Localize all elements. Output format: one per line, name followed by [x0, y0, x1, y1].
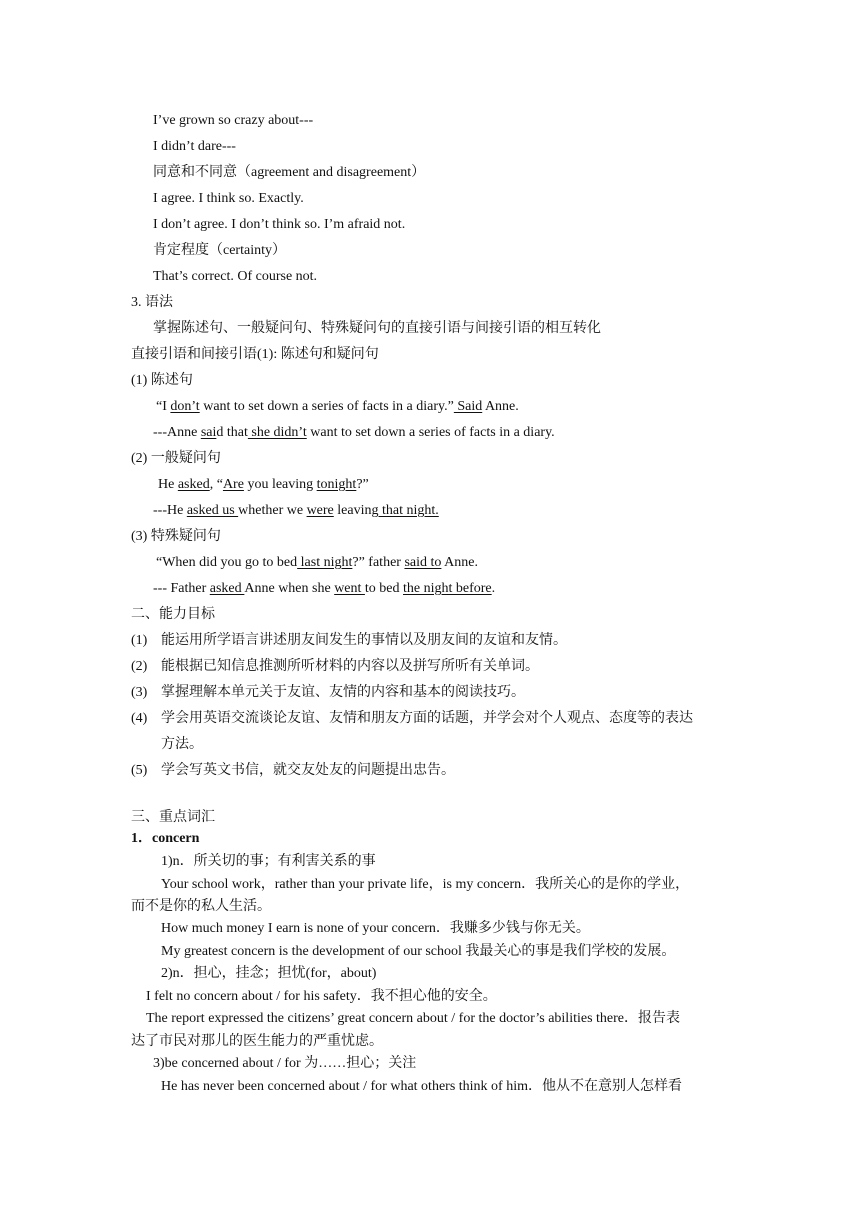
list-item: (2) 能根据已知信息推测所听材料的内容以及拼写所听有关单词。 — [131, 659, 539, 674]
section-heading: 3. 语法 — [131, 295, 173, 310]
definition: 1)n．所关切的事；有利害关系的事 — [161, 854, 376, 869]
section-subheading: 肯定程度（certainty） — [153, 243, 286, 258]
paragraph: 掌握陈述句、一般疑问句、特殊疑问句的直接引语与间接引语的相互转化 — [153, 321, 601, 336]
example-sentence: How much money I earn is none of your concern．我赚多少钱与你无关。 — [161, 921, 590, 936]
example-sentence: ---He asked us whether we were leaving that night. — [153, 503, 439, 518]
phrase-line: I’ve grown so crazy about--- — [153, 113, 314, 128]
phrase-line: I don’t agree. I don’t think so. I’m afraid not. — [153, 217, 406, 232]
phrase-line: I didn’t dare--- — [153, 139, 236, 154]
example-sentence: ---Anne said that she didn’t want to set down a series of facts in a diary. — [153, 425, 555, 440]
example-sentence: My greatest concern is the development of our school 我最关心的事是我们学校的发展。 — [161, 944, 676, 959]
subsection-heading: (1) 陈述句 — [131, 373, 193, 388]
example-sentence: He asked, “Are you leaving tonight?” — [158, 477, 369, 492]
section-subheading: 直接引语和间接引语(1): 陈述句和疑问句 — [131, 347, 379, 362]
example-sentence: “When did you go to bed last night?” father said to Anne. — [156, 555, 478, 570]
example-sentence: 达了市民对那儿的医生能力的严重忧虑。 — [131, 1034, 383, 1049]
list-item: (3) 掌握理解本单元关于友谊、友情的内容和基本的阅读技巧。 — [131, 685, 525, 700]
list-item: (5) 学会写英文书信，就交友处友的问题提出忠告。 — [131, 763, 455, 778]
subsection-heading: (2) 一般疑问句 — [131, 451, 221, 466]
phrase-line: I agree. I think so. Exactly. — [153, 191, 304, 206]
example-sentence: He has never been concerned about / for what others think of him．他从不在意别人怎样看 — [161, 1079, 682, 1094]
example-sentence: I felt no concern about / for his safety．我不担心他的安全。 — [146, 989, 497, 1004]
example-sentence: 而不是你的私人生活。 — [131, 899, 271, 914]
subsection-heading: (3) 特殊疑问句 — [131, 529, 221, 544]
vocab-word: 1．concern — [131, 831, 200, 846]
section-heading: 三、重点词汇 — [131, 810, 215, 825]
section-heading: 二、能力目标 — [131, 607, 215, 622]
example-sentence: --- Father asked Anne when she went to bed the night before. — [153, 581, 496, 596]
example-sentence: Your school work，rather than your private life，is my concern．我所关心的是你的学业， — [161, 877, 690, 892]
list-item: (4) 学会用英语交流谈论友谊、友情和朋友方面的话题，并学会对个人观点、态度等的表达 — [131, 711, 693, 726]
phrase-line: That’s correct. Of course not. — [153, 269, 318, 284]
example-sentence: The report expressed the citizens’ great concern about / for the doctor’s abilities there．报告表 — [146, 1011, 681, 1026]
section-subheading: 同意和不同意（agreement and disagreement） — [153, 165, 426, 180]
list-item: (1) 能运用所学语言讲述朋友间发生的事情以及朋友间的友谊和友情。 — [131, 633, 567, 648]
list-item-continuation: 方法。 — [161, 737, 203, 752]
definition: 3)be concerned about / for 为……担心；关注 — [153, 1056, 417, 1071]
definition: 2)n．担心，挂念；担忧(for，about) — [161, 966, 377, 981]
example-sentence: “I don’t want to set down a series of facts in a diary.” Said Anne. — [156, 399, 519, 414]
